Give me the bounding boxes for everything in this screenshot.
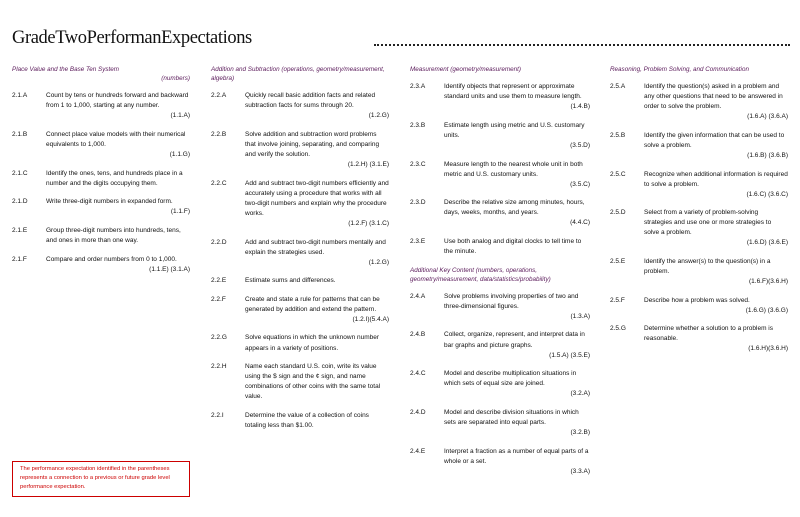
expectation-item: [211, 295, 389, 325]
expectation-code: 2.2.E: [211, 277, 227, 285]
expectation-item: [211, 91, 389, 121]
expectation-text: Model and describe division situations in which sets are separated into equal parts.: [444, 408, 579, 426]
expectation-text: Write three-digit numbers in expanded form.: [46, 198, 173, 206]
expectation-text: Model and describe multiplication situations in which sets of equal size are joined.: [444, 370, 577, 388]
expectation-code: 2.3.B: [410, 121, 426, 129]
expectation-reference: (1.6.H)(3.6.H): [748, 345, 788, 353]
expectation-reference: (1.6.B) (3.6.B): [747, 152, 788, 159]
expectation-reference: (1.2.G): [368, 112, 389, 120]
expectation-code: 2.5.F: [610, 296, 625, 304]
expectation-body: [644, 82, 788, 122]
expectation-item: [211, 411, 389, 431]
expectation-item: [211, 276, 389, 286]
connection-note: The performance expectation identified in the parentheses represents a connection to a previous or future grade level performance expectation.: [12, 461, 190, 497]
expectation-body: [245, 295, 389, 325]
expectation-body: [444, 408, 590, 438]
page-title: GradeTwoPerformanExpectations: [12, 28, 252, 48]
expectation-reference: (4.4.C): [570, 219, 590, 227]
expectation-reference: (3.5.D): [570, 141, 590, 149]
expectation-body: [444, 447, 590, 477]
expectation-item: [410, 82, 590, 112]
expectation-item: [410, 369, 590, 399]
section-subheading: (numbers): [161, 75, 190, 83]
expectation-body: [46, 255, 190, 275]
expectation-text: Compare and order numbers from 0 to 1,000.: [46, 255, 177, 263]
expectation-code: 2.4.D: [410, 408, 426, 416]
expectation-body: [444, 198, 590, 228]
section-heading-text: Place Value and the Base Ten System: [12, 66, 119, 73]
expectation-text: Estimate sums and differences.: [245, 277, 336, 285]
expectation-text: Interpret a fraction as a number of equal parts of a whole or a set.: [444, 447, 589, 465]
expectation-body: [444, 160, 590, 190]
expectation-reference: (1.2.G): [368, 258, 389, 266]
expectation-item: [410, 292, 590, 322]
expectation-code: 2.3.D: [410, 199, 426, 207]
section-heading-text: Addition and Subtraction (operations, geometry/measurement, algebra): [211, 66, 385, 83]
expectation-reference: (1.6.A) (3.6.A): [747, 113, 788, 121]
expectation-body: [245, 238, 389, 268]
expectation-reference: (1.1.F): [170, 208, 190, 216]
expectation-body: [644, 296, 788, 316]
expectation-item: [211, 238, 389, 268]
expectation-body: [245, 333, 389, 353]
expectation-body: [46, 197, 190, 217]
expectation-text: Name each standard U.S. coin, write its value using the $ sign and the ¢ sign, and name combinations of other coins with the same total value.: [245, 363, 381, 401]
expectation-text: Determine whether a solution to a problem is reasonable.: [644, 325, 773, 343]
expectation-reference: (1.3.A): [570, 312, 590, 320]
expectation-body: [644, 324, 788, 354]
expectation-body: [444, 330, 590, 360]
expectation-reference: (3.5.C): [570, 180, 590, 188]
expectation-code: 2.3.A: [410, 83, 426, 91]
expectation-code: 2.1.A: [12, 92, 28, 100]
expectation-body: [46, 169, 190, 189]
title-dotted-leader: [374, 44, 790, 46]
expectation-code: 2.2.B: [211, 130, 227, 138]
expectation-text: Select from a variety of problem-solving strategies and use one or more strategies to solve a problem.: [644, 209, 772, 237]
expectation-text: Describe the relative size among minutes, hours, days, weeks, months, and years.: [444, 199, 585, 217]
expectation-reference: (1.1.E) (3.1.A): [149, 265, 190, 273]
expectation-code: 2.1.D: [12, 198, 28, 206]
expectation-text: Connect place value models with their numerical equivalents to 1,000.: [46, 130, 186, 148]
expectation-item: [211, 130, 389, 170]
expectation-code: 2.1.F: [12, 255, 27, 263]
expectation-body: [644, 170, 788, 200]
expectation-body: [644, 257, 788, 287]
expectation-code: 2.4.A: [410, 292, 426, 300]
expectation-item: [410, 237, 590, 257]
section-heading: [410, 266, 590, 284]
expectation-reference: (1.4.B): [570, 103, 590, 111]
column-reasoning: [610, 65, 788, 363]
expectation-reference: (1.6.F)(3.6.H): [748, 278, 788, 286]
expectation-item: [410, 198, 590, 228]
expectation-text: Recognize when additional information is required to solve a problem.: [644, 170, 788, 188]
expectation-text: Identify the answer(s) to the question(s) in a problem.: [644, 258, 771, 276]
expectation-code: 2.5.B: [610, 131, 626, 139]
expectation-reference: (3.2.A): [570, 390, 590, 398]
expectation-reference: (1.2.I)(5.4.A): [352, 315, 389, 323]
expectation-text: Collect, organize, represent, and interpret data in bar graphs and picture graphs.: [444, 331, 585, 349]
expectation-item: [610, 82, 788, 122]
expectation-text: Add and subtract two-digit numbers efficiently and accurately using a procedure that works with all two-digit numbers and explain why the procedure works.: [245, 179, 389, 217]
expectation-body: [245, 179, 389, 229]
expectation-reference: (1.6.D) (3.6.E): [746, 239, 788, 247]
expectation-code: 2.1.E: [12, 226, 28, 234]
expectation-text: Add and subtract two-digit numbers mentally and explain the strategies used.: [245, 238, 386, 256]
expectation-text: Quickly recall basic addition facts and related subtraction facts for sums through 20.: [245, 92, 376, 110]
expectation-text: Use both analog and digital clocks to tell time to the minute.: [444, 237, 582, 255]
section-heading-text: Reasoning, Problem Solving, and Communication: [610, 66, 749, 73]
expectation-body: [245, 130, 389, 170]
expectation-item: [610, 208, 788, 248]
expectation-item: [410, 121, 590, 151]
expectation-item: [12, 130, 190, 160]
expectation-code: 2.2.D: [211, 238, 227, 246]
expectation-code: 2.2.I: [211, 411, 224, 419]
expectation-reference: (1.2.F) (3.1.C): [348, 219, 389, 227]
expectation-reference: (3.3.A): [570, 467, 590, 475]
expectation-code: 2.1.C: [12, 169, 28, 177]
column-place-value: [12, 65, 190, 283]
expectation-text: Describe how a problem was solved.: [644, 296, 750, 304]
expectation-item: [12, 91, 190, 121]
expectation-reference: (1.6.C) (3.6.C): [746, 190, 788, 198]
section-heading: [211, 65, 389, 83]
expectation-code: 2.5.C: [610, 170, 626, 178]
expectation-body: [444, 292, 590, 322]
expectation-text: Count by tens or hundreds forward and backward from 1 to 1,000, starting at any number.: [46, 92, 189, 110]
expectation-code: 2.4.E: [410, 447, 426, 455]
section-heading-text: Additional Key Content (numbers, operations, geometry/measurement, data/statistics/probability): [410, 266, 551, 283]
section-heading: [12, 65, 190, 83]
expectation-body: [46, 91, 190, 121]
expectation-text: Group three-digit numbers into hundreds, tens, and ones in more than one way.: [46, 226, 181, 244]
expectation-item: [610, 131, 788, 161]
expectation-body: [644, 208, 788, 248]
expectation-text: Solve equations in which the unknown number appears in a variety of positions.: [245, 334, 380, 352]
expectation-item: [410, 160, 590, 190]
title-row: [12, 28, 790, 52]
expectation-code: 2.5.A: [610, 83, 626, 91]
expectation-item: [211, 362, 389, 402]
expectation-reference: (1.1.A): [170, 112, 190, 120]
expectation-code: 2.2.H: [211, 363, 227, 371]
expectation-item: [410, 330, 590, 360]
expectation-text: Estimate length using metric and U.S. customary units.: [444, 121, 585, 139]
expectation-item: [410, 447, 590, 477]
expectation-code: 2.1.B: [12, 130, 28, 138]
expectation-item: [410, 408, 590, 438]
expectation-body: [245, 276, 389, 286]
section-heading-text: Measurement (geometry/measurement): [410, 66, 521, 73]
expectation-item: [610, 324, 788, 354]
expectation-body: [46, 226, 190, 246]
expectation-code: 2.3.C: [410, 160, 426, 168]
expectation-item: [610, 257, 788, 287]
expectation-text: Measure length to the nearest whole unit in both metric and U.S. customary units.: [444, 160, 583, 178]
expectation-item: [211, 179, 389, 229]
expectation-code: 2.2.A: [211, 92, 227, 100]
expectation-item: [211, 333, 389, 353]
expectation-code: 2.4.B: [410, 331, 426, 339]
section-heading: [410, 65, 590, 74]
expectation-code: 2.5.D: [610, 209, 626, 217]
expectation-code: 2.5.E: [610, 258, 626, 265]
expectation-code: 2.5.G: [610, 325, 626, 333]
expectation-text: Identify the question(s) asked in a problem and any other questions that need to be answered in order to solve the problem.: [644, 83, 783, 111]
expectation-body: [46, 130, 190, 160]
expectation-item: [12, 169, 190, 189]
expectation-item: [12, 197, 190, 217]
expectation-reference: (1.1.G): [169, 151, 190, 159]
expectation-body: [444, 369, 590, 399]
expectation-body: [245, 411, 389, 431]
expectation-code: 2.3.E: [410, 237, 426, 245]
expectation-text: Identify the given information that can be used to solve a problem.: [644, 131, 785, 149]
expectation-body: [644, 131, 788, 161]
expectation-item: [12, 226, 190, 246]
column-addition-subtraction: [211, 65, 389, 439]
expectation-body: [245, 91, 389, 121]
expectation-text: Create and state a rule for patterns that can be generated by addition and extend the pattern.: [245, 295, 380, 313]
expectation-text: Identify objects that represent or approximate standard units and use them to measure length.: [444, 83, 582, 101]
expectation-reference: (1.2.H) (3.1.E): [347, 161, 389, 169]
expectation-code: 2.2.G: [211, 334, 227, 342]
section-heading: [610, 65, 788, 74]
expectation-reference: (1.5.A) (3.5.E): [549, 351, 590, 359]
expectation-body: [444, 121, 590, 151]
expectation-reference: (1.6.G) (3.6.G): [745, 306, 788, 314]
column-measurement: [410, 65, 590, 485]
expectation-text: Identify the ones, tens, and hundreds place in a number and the digits occupying them.: [46, 169, 183, 187]
expectation-code: 2.4.C: [410, 370, 426, 378]
expectation-item: [12, 255, 190, 275]
expectation-item: [610, 296, 788, 316]
expectation-body: [245, 362, 389, 402]
expectation-code: 2.2.C: [211, 179, 227, 187]
expectation-text: Determine the value of a collection of coins totaling less than $1.00.: [245, 411, 369, 429]
expectation-text: Solve problems involving properties of two and three-dimensional figures.: [444, 292, 579, 310]
expectation-text: Solve addition and subtraction word problems that involve joining, separating, and comparing and verify the solution.: [245, 130, 380, 159]
expectation-code: 2.2.F: [211, 295, 226, 303]
expectation-item: [610, 170, 788, 200]
expectation-body: [444, 237, 590, 257]
expectation-reference: (3.2.B): [570, 428, 590, 436]
expectation-body: [444, 82, 590, 112]
